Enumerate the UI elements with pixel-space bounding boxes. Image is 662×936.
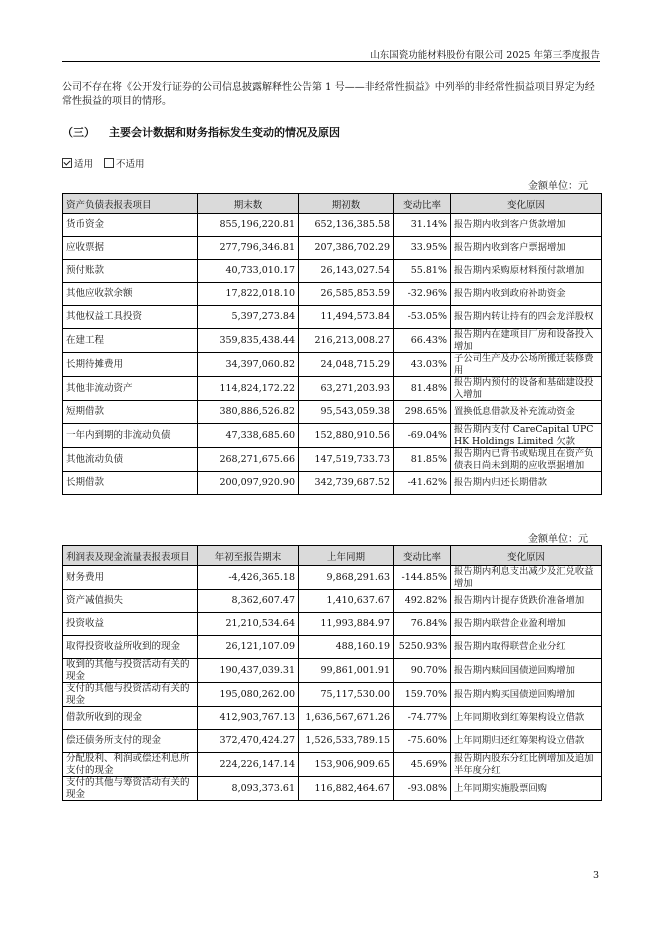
reason-cell: 报告期内归还长期借款 xyxy=(451,472,602,495)
current-value-cell: 190,437,039.31 xyxy=(198,659,299,683)
reason-cell: 置换低息借款及补充流动资金 xyxy=(451,401,602,424)
prior-value-cell: 63,271,203.93 xyxy=(299,377,394,401)
section-number: （三） xyxy=(62,126,95,139)
table-row xyxy=(63,329,602,353)
income-cashflow-table xyxy=(62,545,602,801)
reason-cell: 子公司生产及办公场所搬迁装修费用 xyxy=(451,353,602,377)
change-rate-cell: 31.14% xyxy=(394,214,451,237)
item-name-cell: 支付的其他与投资活动有关的现金 xyxy=(63,683,198,707)
item-name-cell: 取得投资收益所收到的现金 xyxy=(63,636,198,659)
reason-cell: 上年同期归还红筹架构设立借款 xyxy=(451,730,602,753)
table-row xyxy=(63,283,602,306)
change-rate-cell: 90.70% xyxy=(394,659,451,683)
change-rate-cell: 33.95% xyxy=(394,237,451,260)
table-row xyxy=(63,353,602,377)
change-rate-cell: 5250.93% xyxy=(394,636,451,659)
change-rate-cell: -53.05% xyxy=(394,306,451,329)
current-value-cell: -4,426,365.18 xyxy=(198,566,299,590)
unit-label-balance: 金额单位：元 xyxy=(528,181,588,192)
item-name-cell: 其他非流动资产 xyxy=(63,377,198,401)
item-name-cell: 资产减值损失 xyxy=(63,590,198,613)
change-rate-cell: 81.48% xyxy=(394,377,451,401)
item-name-cell: 预付账款 xyxy=(63,260,198,283)
prior-value-cell: 75,117,530.00 xyxy=(299,683,394,707)
current-value-cell: 17,822,018.10 xyxy=(198,283,299,306)
current-value-cell: 268,271,675.66 xyxy=(198,448,299,472)
current-value-cell: 359,835,438.44 xyxy=(198,329,299,353)
prior-value-cell: 11,494,573.84 xyxy=(299,306,394,329)
item-name-cell: 长期待摊费用 xyxy=(63,353,198,377)
prior-value-cell: 26,585,853.59 xyxy=(299,283,394,306)
table-row xyxy=(63,590,602,613)
change-rate-cell: 76.84% xyxy=(394,613,451,636)
prior-value-cell: 153,906,909.65 xyxy=(299,753,394,777)
intro-paragraph: 公司不存在将《公开发行证券的公司信息披露解释性公告第 1 号——非经常性损益》中列举的非经常性损益项目界定为经常性损益的项目的情形。 xyxy=(62,82,595,107)
page-number: 3 xyxy=(592,870,599,881)
reason-cell: 报告期内利息支出减少及汇兑收益增加 xyxy=(451,566,602,590)
column-header: 期末数 xyxy=(198,194,299,214)
item-name-cell: 其他权益工具投资 xyxy=(63,306,198,329)
prior-value-cell: 216,213,008.27 xyxy=(299,329,394,353)
reason-cell: 报告期内赎回国债逆回购增加 xyxy=(451,659,602,683)
current-value-cell: 8,093,373.61 xyxy=(198,777,299,801)
section-title: 主要会计数据和财务指标发生变动的情况及原因 xyxy=(109,126,340,139)
change-rate-cell: -93.08% xyxy=(394,777,451,801)
report-header: 山东国瓷功能材料股份有限公司 2025 年第三季度报告 xyxy=(370,50,600,61)
reason-cell: 报告期内已背书或贴现且在资产负债表日尚未到期的应收票据增加 xyxy=(451,448,602,472)
change-rate-cell: 492.82% xyxy=(394,590,451,613)
column-header: 利润表及现金流量表报表项目 xyxy=(63,546,198,566)
table-row xyxy=(63,472,602,495)
table-row xyxy=(63,424,602,448)
current-value-cell: 195,080,262.00 xyxy=(198,683,299,707)
current-value-cell: 114,824,172.22 xyxy=(198,377,299,401)
prior-value-cell: 488,160.19 xyxy=(299,636,394,659)
current-value-cell: 855,196,220.81 xyxy=(198,214,299,237)
item-name-cell: 投资收益 xyxy=(63,613,198,636)
reason-cell: 报告期内收到政府补助资金 xyxy=(451,283,602,306)
reason-cell: 报告期内转让持有的四会龙洋股权 xyxy=(451,306,602,329)
current-value-cell: 412,903,767.13 xyxy=(198,707,299,730)
prior-value-cell: 116,882,464.67 xyxy=(299,777,394,801)
current-value-cell: 47,338,685.60 xyxy=(198,424,299,448)
item-name-cell: 分配股利、利润或偿还利息所支付的现金 xyxy=(63,753,198,777)
item-name-cell: 其他应收款余额 xyxy=(63,283,198,306)
column-header: 资产负债表报表项目 xyxy=(63,194,198,214)
reason-cell: 上年同期收到红筹架构设立借款 xyxy=(451,707,602,730)
reason-cell: 报告期内在建项目厂房和设备投入增加 xyxy=(451,329,602,353)
prior-value-cell: 99,861,001.91 xyxy=(299,659,394,683)
option-applicable[interactable]: 适用 xyxy=(62,159,93,170)
change-rate-cell: 55.81% xyxy=(394,260,451,283)
reason-cell: 上年同期实施股票回购 xyxy=(451,777,602,801)
reason-cell: 报告期内股东分红比例增加及追加半年度分红 xyxy=(451,753,602,777)
current-value-cell: 224,226,147.14 xyxy=(198,753,299,777)
current-value-cell: 26,121,107.09 xyxy=(198,636,299,659)
current-value-cell: 40,733,010.17 xyxy=(198,260,299,283)
item-name-cell: 其他流动负债 xyxy=(63,448,198,472)
empty-box-icon xyxy=(104,158,114,168)
reason-cell: 报告期内收到客户货款增加 xyxy=(451,214,602,237)
item-name-cell: 借款所收到的现金 xyxy=(63,707,198,730)
change-rate-cell: -144.85% xyxy=(394,566,451,590)
change-rate-cell: 159.70% xyxy=(394,683,451,707)
current-value-cell: 5,397,273.84 xyxy=(198,306,299,329)
table-row xyxy=(63,636,602,659)
item-name-cell: 一年内到期的非流动负债 xyxy=(63,424,198,448)
column-header: 变动比率 xyxy=(394,194,451,214)
table-row xyxy=(63,566,602,590)
column-header: 变动比率 xyxy=(394,546,451,566)
change-rate-cell: 81.85% xyxy=(394,448,451,472)
table-row xyxy=(63,659,602,683)
change-rate-cell: 45.69% xyxy=(394,753,451,777)
reason-cell: 报告期内预付的设备和基础建设投入增加 xyxy=(451,377,602,401)
current-value-cell: 372,470,424.27 xyxy=(198,730,299,753)
prior-value-cell: 95,543,059.38 xyxy=(299,401,394,424)
table-row xyxy=(63,777,602,801)
prior-value-cell: 342,739,687.52 xyxy=(299,472,394,495)
reason-cell: 报告期内联营企业盈利增加 xyxy=(451,613,602,636)
section-heading xyxy=(62,124,340,140)
unit-label-income: 金额单位：元 xyxy=(528,534,588,545)
prior-value-cell: 1,526,533,789.15 xyxy=(299,730,394,753)
column-header: 年初至报告期末 xyxy=(198,546,299,566)
item-name-cell: 应收票据 xyxy=(63,237,198,260)
table-header-row xyxy=(63,546,602,566)
item-name-cell: 货币资金 xyxy=(63,214,198,237)
prior-value-cell: 11,993,884.97 xyxy=(299,613,394,636)
reason-cell: 报告期内取得联营企业分红 xyxy=(451,636,602,659)
reason-cell: 报告期内收到客户票据增加 xyxy=(451,237,602,260)
option-not-applicable[interactable]: 不适用 xyxy=(104,159,145,170)
reason-cell: 报告期内计提存货跌价准备增加 xyxy=(451,590,602,613)
prior-value-cell: 1,410,637.67 xyxy=(299,590,394,613)
current-value-cell: 34,397,060.82 xyxy=(198,353,299,377)
column-header: 变化原因 xyxy=(451,194,602,214)
table-row xyxy=(63,401,602,424)
table-header-row xyxy=(63,194,602,214)
change-rate-cell: -41.62% xyxy=(394,472,451,495)
change-rate-cell: -75.60% xyxy=(394,730,451,753)
column-header: 上年同期 xyxy=(299,546,394,566)
table-row xyxy=(63,683,602,707)
prior-value-cell: 207,386,702.29 xyxy=(299,237,394,260)
checked-box-icon xyxy=(62,158,72,168)
current-value-cell: 277,796,346.81 xyxy=(198,237,299,260)
table-row xyxy=(63,214,602,237)
prior-value-cell: 26,143,027.54 xyxy=(299,260,394,283)
table-row xyxy=(63,613,602,636)
current-value-cell: 380,886,526.82 xyxy=(198,401,299,424)
item-name-cell: 支付的其他与筹资活动有关的现金 xyxy=(63,777,198,801)
reason-cell: 报告期内支付 CareCapital UPC HK Holdings Limited 欠款 xyxy=(451,424,602,448)
applicability-options xyxy=(62,156,153,170)
table-row xyxy=(63,377,602,401)
prior-value-cell: 152,880,910.56 xyxy=(299,424,394,448)
current-value-cell: 21,210,534.64 xyxy=(198,613,299,636)
balance-sheet-table xyxy=(62,193,602,495)
reason-cell: 报告期内购买国债逆回购增加 xyxy=(451,683,602,707)
change-rate-cell: -74.77% xyxy=(394,707,451,730)
prior-value-cell: 9,868,291.63 xyxy=(299,566,394,590)
prior-value-cell: 652,136,385.58 xyxy=(299,214,394,237)
item-name-cell: 收到的其他与投资活动有关的现金 xyxy=(63,659,198,683)
prior-value-cell: 1,636,567,671.26 xyxy=(299,707,394,730)
reason-cell: 报告期内采购原材料预付款增加 xyxy=(451,260,602,283)
table-row xyxy=(63,306,602,329)
change-rate-cell: -69.04% xyxy=(394,424,451,448)
table-row xyxy=(63,753,602,777)
change-rate-cell: -32.96% xyxy=(394,283,451,306)
item-name-cell: 长期借款 xyxy=(63,472,198,495)
table-row xyxy=(63,730,602,753)
table-row xyxy=(63,260,602,283)
prior-value-cell: 24,048,715.29 xyxy=(299,353,394,377)
change-rate-cell: 43.03% xyxy=(394,353,451,377)
current-value-cell: 8,362,607.47 xyxy=(198,590,299,613)
item-name-cell: 短期借款 xyxy=(63,401,198,424)
column-header: 变化原因 xyxy=(451,546,602,566)
column-header: 期初数 xyxy=(299,194,394,214)
item-name-cell: 财务费用 xyxy=(63,566,198,590)
table-row xyxy=(63,448,602,472)
item-name-cell: 在建工程 xyxy=(63,329,198,353)
table-row xyxy=(63,707,602,730)
current-value-cell: 200,097,920.90 xyxy=(198,472,299,495)
prior-value-cell: 147,519,733.73 xyxy=(299,448,394,472)
change-rate-cell: 66.43% xyxy=(394,329,451,353)
change-rate-cell: 298.65% xyxy=(394,401,451,424)
table-row xyxy=(63,237,602,260)
item-name-cell: 偿还债务所支付的现金 xyxy=(63,730,198,753)
header-divider xyxy=(62,61,600,62)
